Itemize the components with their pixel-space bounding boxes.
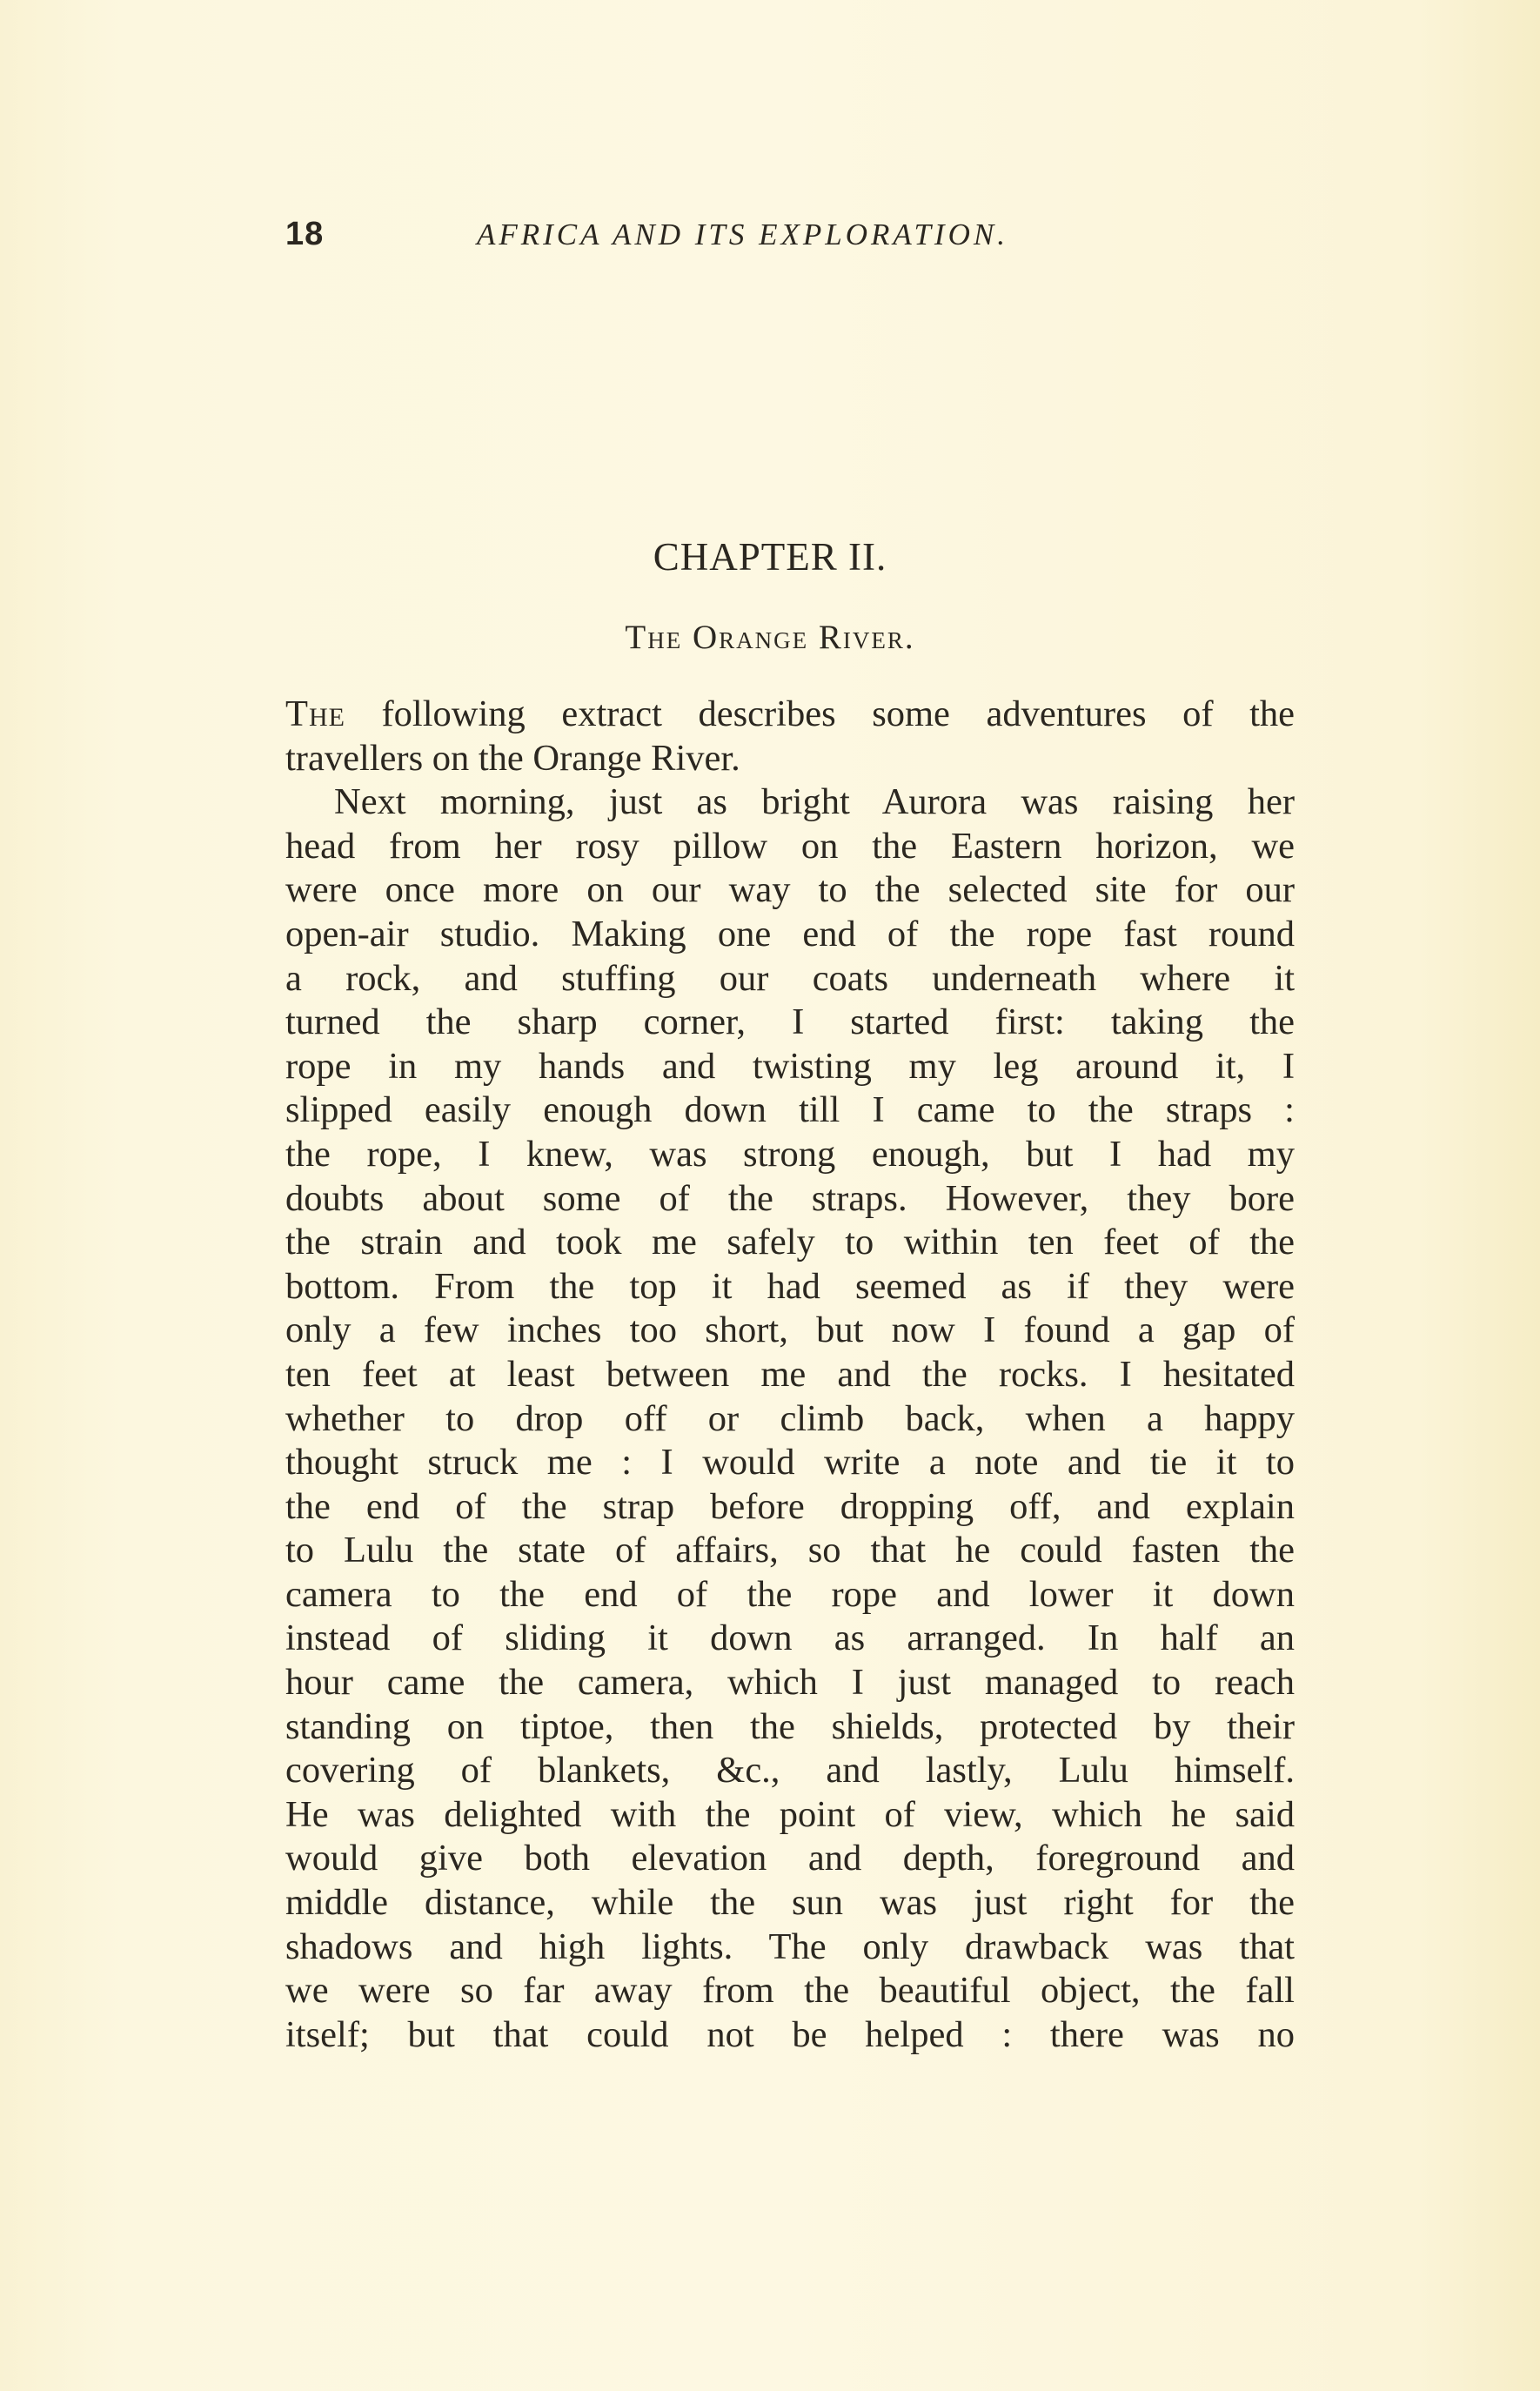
text-line: open-air studio. Making one end of the rope fast round — [285, 913, 1295, 954]
text-line: we were so far away from the beautiful object, the fall — [285, 1970, 1295, 2012]
text-line: slipped easily enough down till I came to the straps : — [285, 1089, 1295, 1131]
page-number: 18 — [285, 216, 325, 252]
text-line: itself; but that could not be helped : there was no — [285, 2013, 1295, 2055]
running-title: AFRICA AND ITS EXPLORATION. — [477, 218, 1008, 251]
text-line: only a few inches too short, but now I found a gap of — [285, 1309, 1295, 1351]
text-line: Next morning, just as bright Aurora was raising her — [334, 781, 1295, 823]
text-line: rope in my hands and twisting my leg around it, I — [285, 1045, 1295, 1087]
text-line: He was delighted with the point of view, which he said — [285, 1793, 1295, 1835]
text-line: bottom. From the top it had seemed as if they were — [285, 1265, 1295, 1307]
text-line: thought struck me : I would write a note and tie it to — [285, 1442, 1295, 1483]
text-line: The following extract describes some adventures of the — [285, 693, 1295, 734]
text-line: covering of blankets, &c., and lastly, Lulu himself. — [285, 1750, 1295, 1792]
text-line: standing on tiptoe, then the shields, protected by their — [285, 1705, 1295, 1747]
text-line: hour came the camera, which I just managed to reach — [285, 1662, 1295, 1704]
chapter-number: CHAPTER II. — [653, 535, 887, 579]
text-line: turned the sharp corner, I started first: taking the — [285, 1001, 1295, 1043]
body-text — [285, 693, 1295, 2057]
text-line: a rock, and stuffing our coats underneath where it — [285, 957, 1295, 999]
text-line: the end of the strap before dropping off, and explain — [285, 1485, 1295, 1527]
text-line: the strain and took me safely to within ten feet of the — [285, 1222, 1295, 1263]
running-head — [285, 216, 1101, 254]
text-line: instead of sliding it down as arranged. In half an — [285, 1617, 1295, 1659]
text-line: were once more on our way to the selected site for our — [285, 869, 1295, 911]
text-line: ten feet at least between me and the rocks. I hesitated — [285, 1353, 1295, 1395]
text-line: travellers on the Orange River. — [285, 737, 740, 779]
text-line: doubts about some of the straps. However, they bore — [285, 1177, 1295, 1219]
text-line: camera to the end of the rope and lower it down — [285, 1573, 1295, 1615]
lead-word: The — [285, 693, 345, 734]
text-line: whether to drop off or climb back, when a happy — [285, 1397, 1295, 1439]
text-line: to Lulu the state of affairs, so that he could fasten the — [285, 1530, 1295, 1571]
text-line: would give both elevation and depth, foreground and — [285, 1838, 1295, 1879]
text-line: the rope, I knew, was strong enough, but I had my — [285, 1133, 1295, 1175]
chapter-title: The Orange River. — [625, 619, 915, 656]
text-line: shadows and high lights. The only drawback was that — [285, 1926, 1295, 1967]
text-line: middle distance, while the sun was just right for the — [285, 1882, 1295, 1924]
text-line: head from her rosy pillow on the Eastern horizon, we — [285, 825, 1295, 867]
